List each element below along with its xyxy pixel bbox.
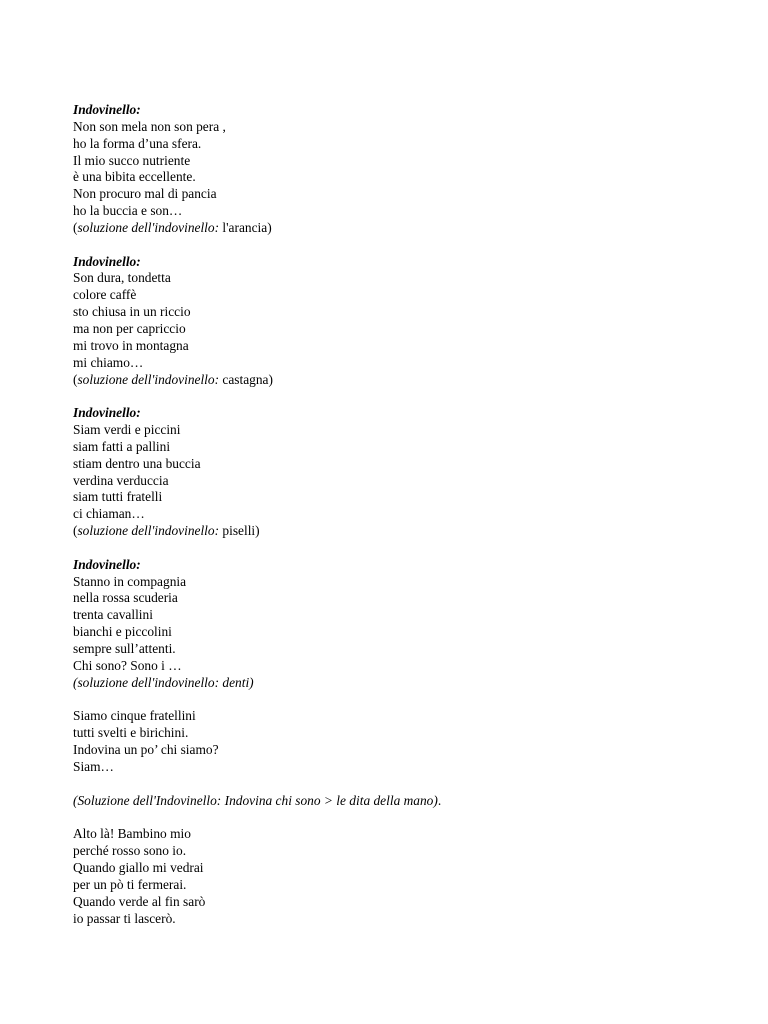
riddle-line: trenta cavallini — [73, 607, 153, 623]
riddle-solution — [73, 372, 713, 389]
riddle-line: mi trovo in montagna — [73, 337, 189, 353]
poem-line: Quando verde al fin sarò — [73, 893, 206, 909]
riddle-block-fingers — [73, 708, 713, 809]
riddle-line: Siamo cinque fratellini — [73, 708, 196, 724]
riddle-line: stiam dentro una buccia — [73, 455, 201, 471]
riddle-line: ci chiaman… — [73, 506, 145, 522]
blank-line — [73, 776, 713, 793]
poem-line: perché rosso sono io. — [73, 843, 187, 859]
riddle-solution — [73, 220, 713, 237]
riddle-line: Non procuro mal di pancia — [73, 186, 217, 202]
solution-open-paren: ( — [73, 371, 78, 387]
riddle-solution: (soluzione dell'indovinello: denti) — [73, 674, 254, 690]
solution-text: (Soluzione dell'Indovinello: Indovina chi sono > le dita della mano) — [73, 792, 438, 808]
solution-label: soluzione dell'indovinello: — [77, 523, 220, 539]
riddle-line: sempre sull’attenti. — [73, 641, 176, 656]
solution-label: soluzione dell'indovinello: — [77, 219, 220, 235]
riddle-block — [73, 557, 713, 692]
blank-line — [73, 540, 713, 557]
riddle-heading: Indovinello: — [73, 556, 141, 572]
poem-block-traffic-light — [73, 826, 713, 927]
riddle-heading: Indovinello: — [73, 102, 141, 117]
riddle-line: siam tutti fratelli — [73, 489, 163, 505]
riddle-solution — [73, 793, 713, 810]
poem-line: per un pò ti fermerai. — [73, 876, 187, 892]
blank-line — [73, 388, 713, 405]
riddle-line: ho la forma d’una sfera. — [73, 135, 202, 151]
riddle-solution — [73, 523, 713, 540]
riddle-heading: Indovinello: — [73, 253, 141, 269]
riddle-block — [73, 102, 713, 237]
riddle-line: mi chiamo… — [73, 354, 144, 370]
riddle-line: siam fatti a pallini — [73, 438, 171, 454]
solution-period: . — [437, 792, 442, 808]
riddle-heading: Indovinello: — [73, 405, 141, 421]
riddle-line: verdina verduccia — [73, 472, 169, 488]
riddle-line: Siam… — [73, 758, 114, 774]
solution-open-paren: ( — [73, 523, 78, 539]
document-page — [73, 102, 713, 927]
riddle-line: bianchi e piccolini — [73, 624, 172, 640]
riddle-line: Il mio succo nutriente — [73, 152, 191, 168]
riddle-line: tutti svelti e birichini. — [73, 725, 189, 741]
solution-answer: l'arancia) — [219, 219, 272, 235]
riddle-line: Non son mela non son pera , — [73, 118, 226, 134]
riddle-line: colore caffè — [73, 287, 137, 303]
poem-line: Alto là! Bambino mio — [73, 826, 191, 842]
riddle-line: ho la buccia e son… — [73, 203, 183, 219]
riddle-line: Chi sono? Sono i … — [73, 657, 182, 673]
poem-line: Quando giallo mi vedrai — [73, 859, 204, 875]
riddle-line: ma non per capriccio — [73, 320, 186, 336]
blank-line — [73, 237, 713, 254]
riddle-line: Son dura, tondetta — [73, 270, 171, 286]
riddle-block — [73, 254, 713, 389]
solution-answer: piselli) — [219, 523, 260, 539]
riddle-line: è una bibita eccellente. — [73, 169, 196, 185]
blank-line — [73, 692, 713, 709]
riddle-line: Stanno in compagnia — [73, 573, 187, 589]
riddle-line: sto chiusa in un riccio — [73, 304, 191, 320]
solution-answer: castagna) — [219, 371, 273, 387]
riddle-block — [73, 405, 713, 540]
riddle-line: nella rossa scuderia — [73, 590, 178, 606]
riddle-line: Siam verdi e piccini — [73, 422, 181, 438]
solution-open-paren: ( — [73, 219, 78, 235]
solution-label: soluzione dell'indovinello: — [77, 371, 220, 387]
poem-line: io passar ti lascerò. — [73, 910, 176, 926]
riddle-line: Indovina un po’ chi siamo? — [73, 742, 219, 758]
blank-line — [73, 809, 713, 826]
